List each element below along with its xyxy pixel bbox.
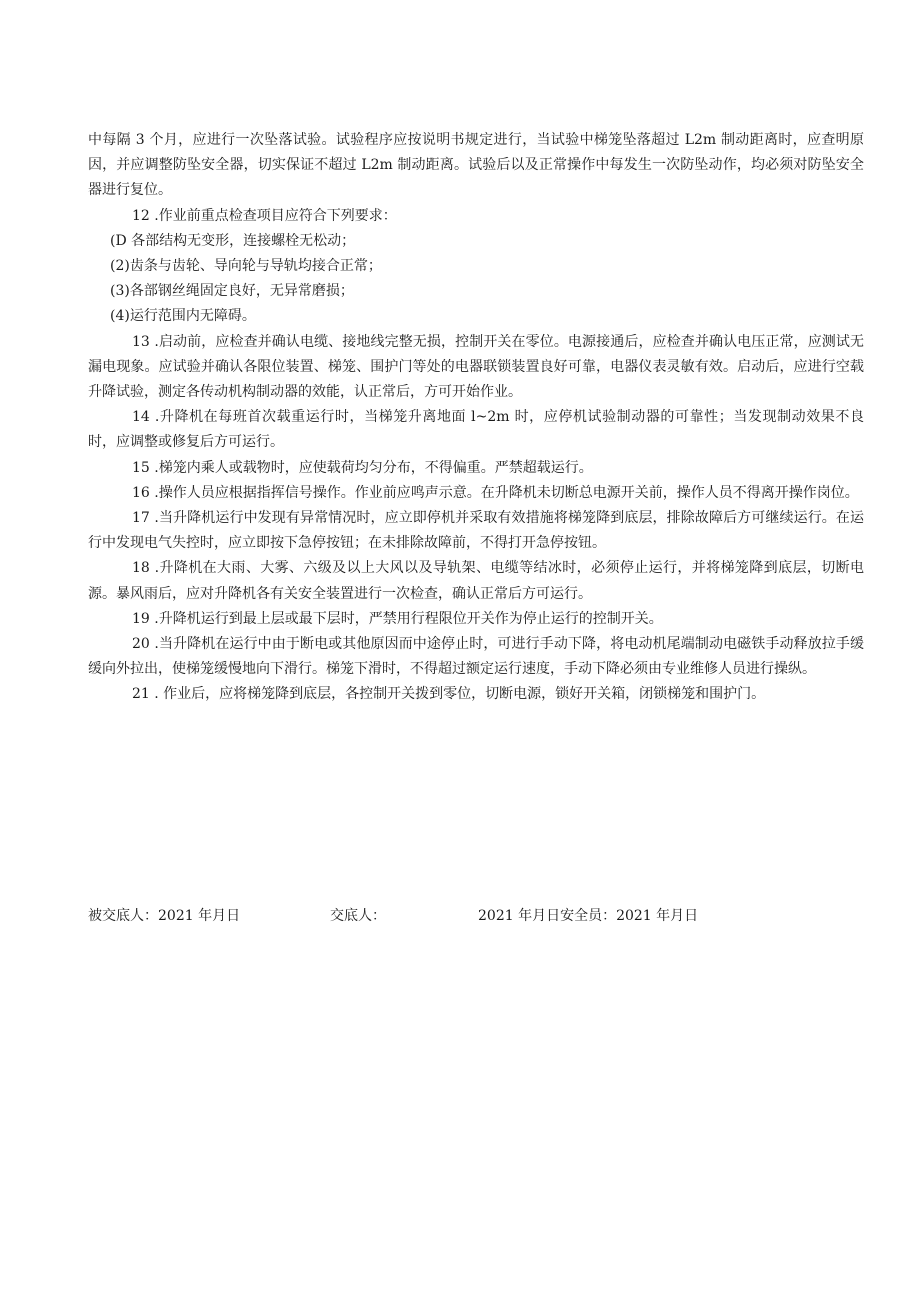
paragraph [88, 304, 864, 329]
paragraph [88, 682, 864, 707]
paragraph-text: .操作人员应根据指挥信号操作。作业前应鸣声示意。在升降机未切断总电源开关前，操作人员不得离开操作岗位。 [154, 484, 859, 501]
paragraph-number: 16 [132, 484, 150, 501]
paragraph-text: (4)运行范围内无障碍。 [110, 308, 256, 325]
paragraph-number: 18 [132, 560, 150, 577]
paragraph-text: (2)齿条与齿轮、导向轮与导轨均接合正常； [110, 258, 382, 275]
paragraph-text: .当升降机运行中发现有异常情况时，应立即停机并采取有效措施将梯笼降到底层，排除故障后方可继续运行。在运行中发现电气失控时，应立即按下急停按钮；在未排除故障前，不得打开急停按钮。 [88, 510, 865, 552]
paragraph-text: .作业前重点检查项目应符合下列要求： [154, 207, 397, 224]
paragraph [88, 481, 864, 506]
paragraph-text: .启动前，应检查并确认电缆、接地线完整无损，控制开关在零位。电源接通后，应检查并确认电压正常，应测试无漏电现象。应试验并确认各限位装置、梯笼、围护门等处的电器联锁装置良好可靠，电器仪表灵敏有效。启动后，应进行空载升降试验，测定各传动机构制动器的效能，认正常后，方可开始作业。 [88, 333, 865, 401]
paragraph [88, 556, 864, 606]
paragraph-text: .升降机在大雨、大雾、六级及以上大风以及导轨架、电缆等结冰时，必须停止运行，并将梯笼降到底层，切断电源。暴风雨后，应对升降机各有关安全装置进行一次检查，确认正常后方可运行。 [88, 560, 864, 602]
paragraph [88, 632, 864, 682]
paragraph-number: 17 [132, 510, 150, 527]
presenter-signature: 交底人： [330, 908, 386, 924]
paragraph-text: .当升降机在运行中由于断电或其他原因而中途停止时，可进行手动下降，将电动机尾端制动电磁铁手动释放拉手缓缓向外拉出，使梯笼缓慢地向下滑行。梯笼下滑时，不得超过额定运行速度，手动下降必须由专业维修人员进行操纵。 [88, 636, 865, 678]
paragraph-text: . 作业后，应将梯笼降到底层，各控制开关拨到零位，切断电源，锁好开关箱，闭锁梯笼和围护门。 [154, 686, 766, 703]
safety-officer-signature: 2021 年月日安全员：2021 年月日 [478, 908, 699, 924]
paragraph [88, 128, 864, 204]
paragraph [88, 330, 864, 406]
paragraph [88, 254, 864, 279]
paragraph-number: 12 [132, 207, 150, 224]
paragraph-number: 15 [132, 459, 150, 476]
paragraph-number: 19 [132, 610, 150, 627]
paragraph [88, 405, 864, 455]
paragraph-text: .升降机在每班首次载重运行时，当梯笼升离地面 l~2m 时，应停机试验制动器的可靠性；当发现制动效果不良时，应调整或修复后方可运行。 [88, 409, 864, 451]
paragraph-number: 13 [132, 333, 150, 350]
paragraph [88, 204, 864, 229]
paragraph-text: (3)各部钢丝绳固定良好，无异常磨损； [110, 283, 354, 300]
recipient-signature: 被交底人：2021 年月日 [88, 908, 241, 924]
paragraph [88, 229, 864, 254]
paragraph-text: 中每隔 3 个月，应进行一次坠落试验。试验程序应按说明书规定进行，当试验中梯笼坠落超过 L2m 制动距离时，应查明原因，并应调整防坠安全器，切实保证不超过 L2m 制动距离。试验后以及正常操作中每发生一次防坠动作，均必须对防坠安全器进行复位。 [88, 132, 864, 199]
paragraph-text: .升降机运行到最上层或最下层时，严禁用行程限位开关作为停止运行的控制开关。 [154, 610, 663, 627]
paragraph-number: 20 [132, 636, 150, 653]
paragraph [88, 456, 864, 481]
paragraph [88, 607, 864, 632]
paragraph-number: 14 [132, 409, 150, 426]
paragraph-text: (D 各部结构无变形，连接螺栓无松动； [110, 232, 356, 249]
paragraph-number: 21 [132, 686, 150, 703]
paragraph-text: .梯笼内乘人或载物时，应使载荷均匀分布，不得偏重。严禁超载运行。 [154, 459, 593, 476]
paragraph [88, 279, 864, 304]
document-body [88, 128, 864, 708]
paragraph [88, 506, 864, 556]
